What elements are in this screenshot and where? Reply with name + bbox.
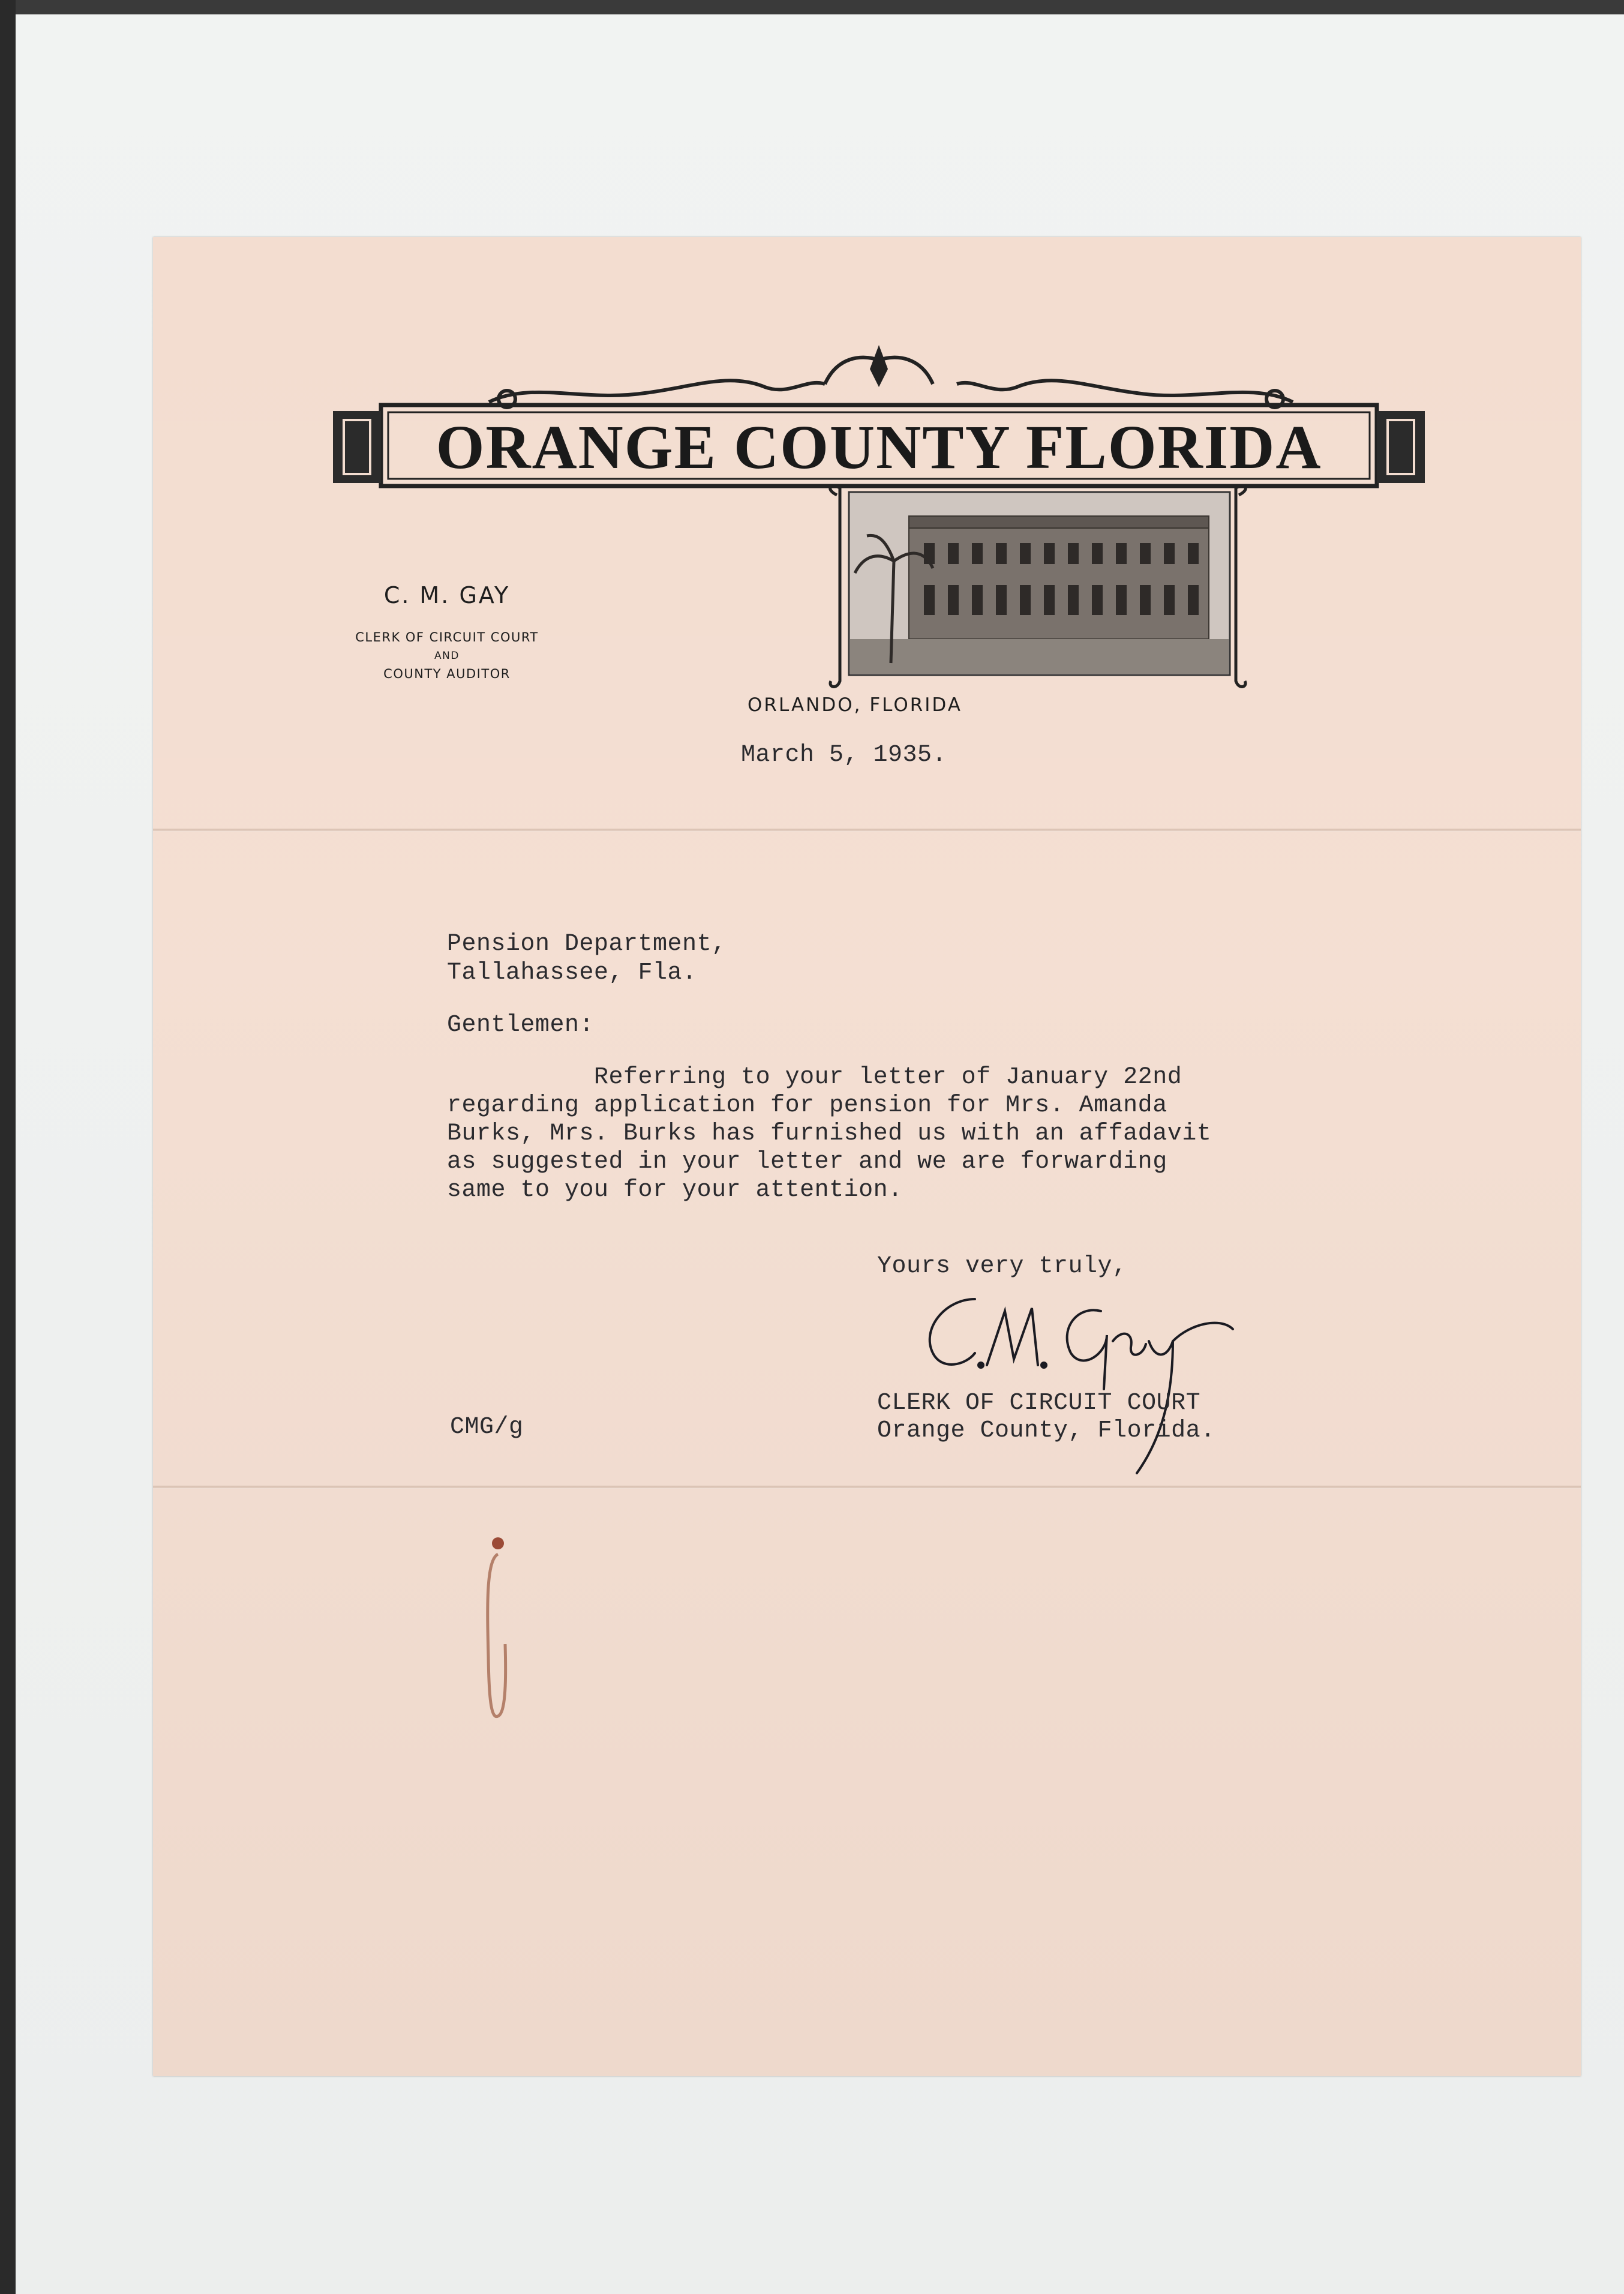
recipient-line2: Tallahassee, Fla. <box>447 959 697 986</box>
letterhead-name: C. M. GAY <box>383 582 511 608</box>
letterhead-title-and: AND <box>434 650 460 662</box>
banner-end-right <box>1377 411 1425 483</box>
paper-fold-lower <box>153 1485 1581 1489</box>
ornament-fleur <box>870 345 888 387</box>
letterhead-title-line1: CLERK OF CIRCUIT COURT <box>355 630 539 644</box>
ornament-scroll <box>489 358 1293 407</box>
letter-body: Referring to your letter of January 22nd regarding application for pension for Mrs. Amanda Burks, Mrs. Burks has furnished us with an affadavit as suggested in your letter and we are forwarding same to you for your attention. <box>447 1064 1212 1204</box>
handwritten-signature <box>909 1275 1245 1497</box>
letterhead-title-line2: COUNTY AUDITOR <box>383 667 511 681</box>
reference-initials: CMG/g <box>450 1414 524 1441</box>
scan-border-left <box>0 0 16 2294</box>
signer-title-line2: Orange County, Florida. <box>877 1417 1215 1444</box>
signer-title-line1: CLERK OF CIRCUIT COURT <box>877 1390 1201 1417</box>
banner-end-left <box>333 411 381 483</box>
paperclip-rust-mark <box>480 1536 516 1728</box>
letter-page <box>153 237 1581 2076</box>
closing: Yours very truly, <box>877 1253 1127 1280</box>
letterhead-city: ORLANDO, FLORIDA <box>748 694 962 716</box>
scan-border-top <box>0 0 1624 14</box>
salutation: Gentlemen: <box>447 1012 595 1039</box>
banner-title: ORANGE COUNTY FLORIDA <box>436 413 1322 482</box>
courthouse-lawn <box>850 639 1229 674</box>
courthouse-building <box>909 516 1209 639</box>
paper-fold-upper <box>153 828 1581 832</box>
recipient-line1: Pension Department, <box>447 931 727 958</box>
letter-date: March 5, 1935. <box>741 742 947 769</box>
